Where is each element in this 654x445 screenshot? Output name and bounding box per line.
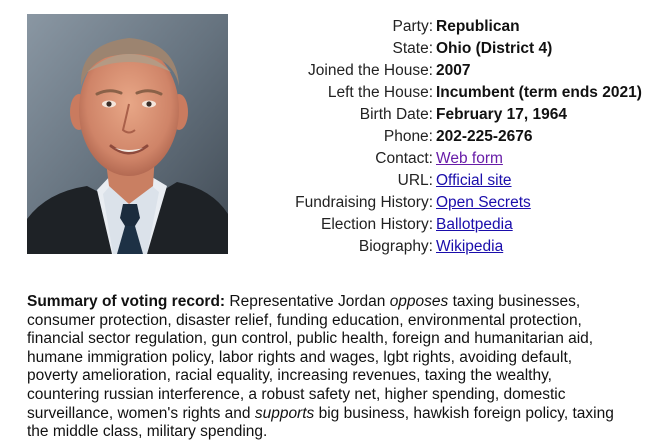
fundraising-label: Fundraising History: (295, 194, 433, 211)
open-secrets-link[interactable]: Open Secrets (436, 194, 531, 211)
ballotpedia-link[interactable]: Ballotpedia (436, 216, 513, 233)
wikipedia-link[interactable]: Wikipedia (436, 238, 504, 255)
phone-row (236, 126, 654, 148)
party-value: Republican (436, 18, 520, 35)
party-label: Party: (392, 18, 433, 35)
contact-label: Contact: (375, 150, 433, 167)
joined-label: Joined the House: (308, 62, 433, 79)
election-row (236, 214, 654, 236)
biography-row (236, 236, 654, 258)
birth-date-label: Birth Date: (359, 106, 433, 123)
party-row (236, 16, 654, 38)
supports-list: big business, hawkish foreign policy, taxing the middle class, military spending. (27, 404, 614, 441)
contact-row (236, 148, 654, 170)
phone-label: Phone: (383, 128, 433, 145)
url-label: URL: (397, 172, 433, 189)
joined-row (236, 60, 654, 82)
official-site-link[interactable]: Official site (436, 172, 512, 189)
opposes-list: taxing businesses, consumer protection, disaster relief, funding education, environmental protection, financial sector regulation, gun control, public health, foreign and humanitarian aid, humane immigration policy, labor rights and wages, lgbt rights, avoiding default, poverty amelioration, racial equality, increasing revenues, taxing the wealthy, countering russian interference, a robust safety net, higher spending, domestic surveillance, women's rights and (27, 293, 594, 422)
joined-value: 2007 (436, 62, 471, 79)
state-label: State: (392, 40, 433, 57)
summary-heading: Summary of voting record: (27, 293, 226, 310)
profile-details (236, 16, 654, 258)
election-label: Election History: (321, 216, 433, 233)
left-row (236, 82, 654, 104)
portrait-photo (27, 14, 228, 254)
state-row (236, 38, 654, 60)
fundraising-row (236, 192, 654, 214)
left-value: Incumbent (term ends 2021) (436, 84, 642, 101)
birth-date-value: February 17, 1964 (436, 106, 567, 123)
state-value: Ohio (District 4) (436, 40, 553, 57)
left-label: Left the House: (327, 84, 433, 101)
contact-web-form-link[interactable]: Web form (436, 150, 503, 167)
url-row (236, 170, 654, 192)
phone-value: 202-225-2676 (436, 128, 533, 145)
opposes-word: opposes (389, 293, 449, 310)
biography-label: Biography: (358, 238, 433, 255)
voting-record-summary (27, 293, 627, 442)
birth-date-row (236, 104, 654, 126)
summary-intro: Representative Jordan (229, 293, 386, 310)
supports-word: supports (254, 404, 315, 422)
